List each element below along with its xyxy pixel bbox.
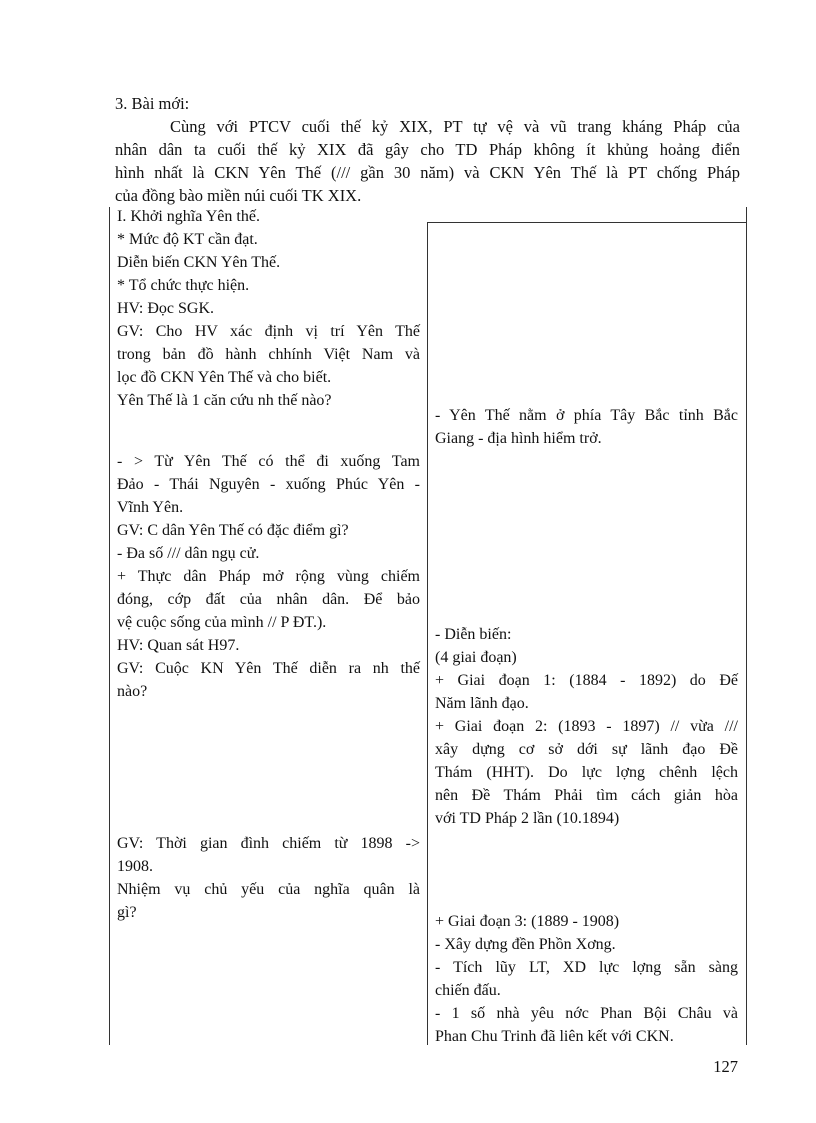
intro-line-2: nhân dân ta cuối thế kỷ XIX đã gây cho TD Pháp không ít khủng hoảng điển — [115, 140, 740, 159]
right-line-7: + Giai đoạn 2: (1893 - 1897) // vừa /// — [435, 718, 738, 735]
left-line-3: Diễn biến CKN Yên Thế. — [117, 254, 281, 271]
left-line-16: đóng, cớp đất của nhân dân. Để bảo — [117, 591, 420, 608]
left-line-7: trong bản đồ hành chhính Việt Nam và — [117, 346, 420, 363]
right-line-14: - Tích lũy LT, XD lực lợng sẵn sàng — [435, 959, 738, 976]
section-heading: 3. Bài mới: — [115, 94, 190, 113]
right-line-11: với TD Pháp 2 lần (10.1894) — [435, 810, 620, 827]
table-border-left — [109, 207, 110, 1045]
intro-line-4: của đồng bào miền núi cuối TK XIX. — [115, 186, 362, 205]
right-line-10: nên Đề Thám Phải tìm cách giản hòa — [435, 787, 738, 804]
left-line-23: Nhiệm vụ chủ yếu của nghĩa quân là — [117, 881, 420, 898]
left-line-17: vệ cuộc sống của mình // P ĐT.). — [117, 614, 327, 631]
intro-line-3: hình nhất là CKN Yên Thế (/// gần 30 năm) và CKN Yên Thế là PT chống Pháp — [115, 163, 740, 182]
left-line-5: HV: Đọc SGK. — [117, 300, 215, 317]
right-line-9: Thám (HHT). Do lực lợng chênh lệch — [435, 764, 738, 781]
right-line-3: - Diễn biến: — [435, 626, 512, 643]
left-line-11: Đảo - Thái Nguyên - xuống Phúc Yên - — [117, 476, 420, 493]
right-line-13: - Xây dựng đền Phồn Xơng. — [435, 936, 616, 953]
table-divider — [427, 222, 428, 1045]
left-line-2: * Mức độ KT cần đạt. — [117, 231, 258, 248]
left-line-14: - Đa số /// dân ngụ cử. — [117, 545, 260, 562]
right-line-5: + Giai đoạn 1: (1884 - 1892) do Đế — [435, 672, 738, 689]
page-number: 127 — [713, 1057, 738, 1076]
left-line-18: HV: Quan sát H97. — [117, 637, 240, 654]
table-border-right — [746, 207, 747, 1045]
left-line-9: Yên Thế là 1 căn cứu nh thế nào? — [117, 392, 332, 409]
left-line-21: GV: Thời gian đình chiếm từ 1898 -> — [117, 835, 420, 852]
right-line-6: Năm lãnh đạo. — [435, 695, 529, 712]
left-line-12: Vĩnh Yên. — [117, 499, 184, 516]
right-line-2: Giang - địa hình hiểm trở. — [435, 430, 602, 447]
left-line-24: gì? — [117, 904, 137, 921]
right-line-4: (4 giai đoạn) — [435, 649, 517, 666]
intro-section — [115, 92, 740, 207]
left-line-1: I. Khởi nghĩa Yên thế. — [117, 208, 260, 225]
left-line-20: nào? — [117, 683, 148, 700]
intro-line-1: Cùng với PTCV cuối thế kỷ XIX, PT tự vệ và vũ trang kháng Pháp của — [170, 117, 740, 136]
left-line-6: GV: Cho HV xác định vị trí Yên Thế — [117, 323, 420, 340]
right-line-17: Phan Chu Trinh đã liên kết với CKN. — [435, 1028, 674, 1045]
left-line-10: - > Từ Yên Thế có thể đi xuống Tam — [117, 453, 420, 470]
left-line-4: * Tổ chức thực hiện. — [117, 277, 250, 294]
left-line-22: 1908. — [117, 858, 153, 875]
right-line-15: chiến đấu. — [435, 982, 501, 999]
left-line-15: + Thực dân Pháp mở rộng vùng chiếm — [117, 568, 420, 585]
table-top-rule — [427, 222, 747, 223]
right-line-8: xây dựng cơ sở dới sự lãnh đạo Đề — [435, 741, 738, 758]
right-line-1: - Yên Thế nằm ở phía Tây Bắc tỉnh Bắc — [435, 407, 738, 424]
right-line-12: + Giai đoạn 3: (1889 - 1908) — [435, 913, 620, 930]
left-line-13: GV: C dân Yên Thế có đặc điểm gì? — [117, 522, 349, 539]
left-line-19: GV: Cuộc KN Yên Thế diễn ra nh thế — [117, 660, 420, 677]
right-line-16: - 1 số nhà yêu nớc Phan Bội Châu và — [435, 1005, 738, 1022]
left-line-8: lọc đồ CKN Yên Thế và cho biết. — [117, 369, 332, 386]
